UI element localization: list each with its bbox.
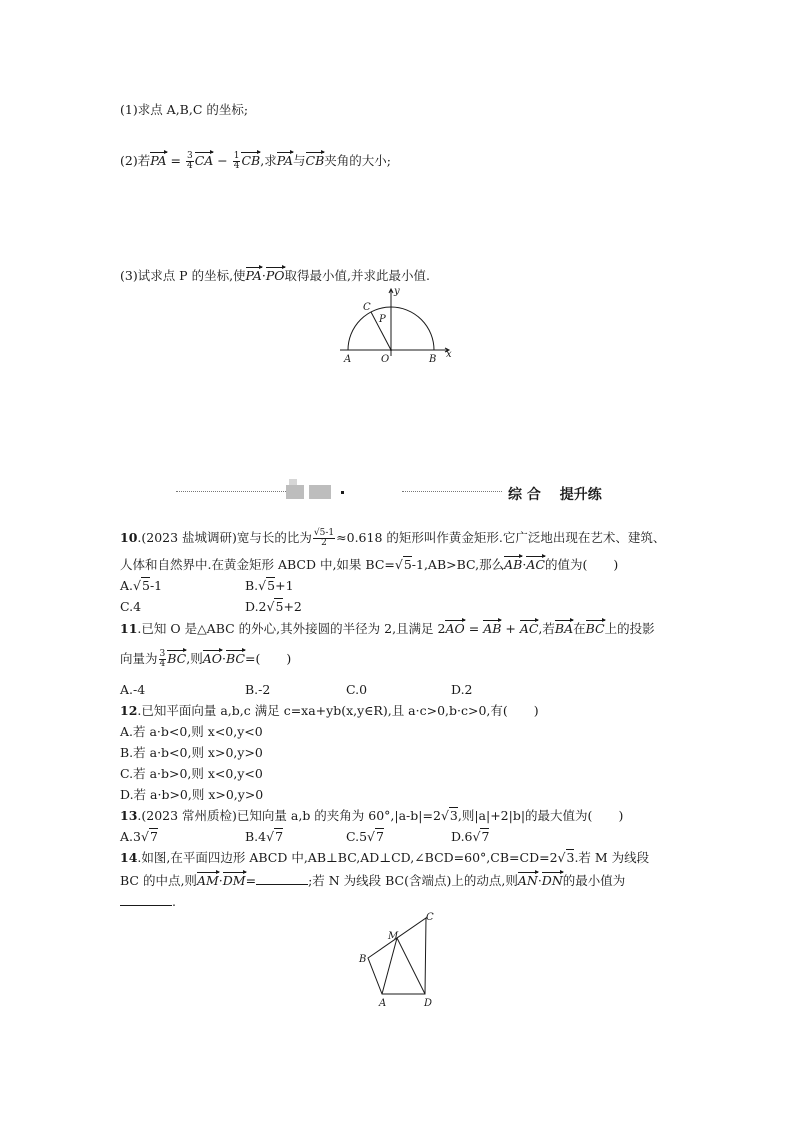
- quad-abcd: [368, 918, 426, 994]
- label-b: B: [429, 354, 437, 365]
- q10-line-1: 10.(2023 盐城调研)宽与长的比为 $\frac{√5-1}{2}$ ≈0.618 的矩形叫作黄金矩形.它广泛地出现在艺术、建筑、: [120, 528, 666, 548]
- q10-line-2: 人体和自然界中.在黄金矩形 ABCD 中,如果 BC=√5-1,AB>BC,那么AB·AC的值为( ): [120, 557, 619, 572]
- q10-option-d: D.2√5+2: [245, 599, 302, 614]
- q12-stem: 12.已知平面向量 a,b,c 满足 c=xa+yb(x,y∈R),且 a·c>0,b·c>0,有( ): [120, 703, 539, 718]
- label-c2: C: [426, 912, 434, 923]
- label-y: y: [394, 286, 400, 297]
- label-p: P: [379, 314, 386, 325]
- q11-option-b: B.-2: [245, 682, 271, 697]
- q10-option-b: B.√5+1: [245, 578, 294, 593]
- label-b2: B: [359, 954, 367, 965]
- q10-option-c: C.4: [120, 599, 142, 614]
- label-d: D: [424, 998, 433, 1009]
- section-dot: [341, 491, 344, 494]
- q11-option-d: D.2: [451, 682, 473, 697]
- label-c: C: [363, 302, 371, 313]
- q11-line-1: 11.已知 O 是△ABC 的外心,其外接圆的半径为 2,且满足 2AO = AB + AC,若BA在BC上的投影: [120, 621, 655, 636]
- q13-option-b: B.4√7: [245, 829, 284, 844]
- q12-option-c: C.若 a·b>0,则 x<0,y<0: [120, 766, 263, 781]
- question-part-2: (2)若PA = $\frac{3}{4}$ CA − $\frac{1}{4}$ CB,求PA与CB夹角的大小;: [120, 151, 391, 171]
- q12-option-b: B.若 a·b<0,则 x>0,y>0: [120, 745, 263, 760]
- label-a2: A: [379, 998, 387, 1009]
- semicircle-figure: [336, 284, 466, 368]
- q11-option-a: A.-4: [120, 682, 146, 697]
- question-part-1: (1)求点 A,B,C 的坐标;: [120, 102, 249, 117]
- section-title: 综 合 提升练: [508, 487, 602, 503]
- q11-line-2: 向量为 $\frac{3}{4}$ BC,则AO·BC=( ): [120, 649, 292, 669]
- section-block-2: [289, 479, 297, 485]
- q11-option-c: C.0: [346, 682, 368, 697]
- q13-stem: 13.(2023 常州质检)已知向量 a,b 的夹角为 60°,|a-b|=2√3,则|a|+2|b|的最大值为( ): [120, 808, 624, 823]
- quadrilateral-figure: [352, 910, 442, 1012]
- label-o: O: [381, 354, 390, 365]
- q13-option-d: D.6√7: [451, 829, 490, 844]
- label-x: x: [446, 349, 452, 360]
- q10-option-a: A.√5-1: [120, 578, 163, 593]
- divider-left: [176, 491, 286, 492]
- q14-line-2: BC 的中点,则AM·DM= ;若 N 为线段 BC(含端点)上的动点,则AN·DN的最小值为: [120, 873, 626, 888]
- q13-option-a: A.3√7: [120, 829, 158, 844]
- q14-line-3: .: [120, 893, 176, 910]
- question-part-3: (3)试求点 P 的坐标,使PA·PO取得最小值,并求此最小值.: [120, 268, 430, 283]
- label-a: A: [344, 354, 352, 365]
- q12-option-d: D.若 a·b>0,则 x>0,y>0: [120, 787, 264, 802]
- section-block-1: [286, 485, 304, 499]
- divider-right: [402, 491, 502, 492]
- q14-line-1: 14.如图,在平面四边形 ABCD 中,AB⊥BC,AD⊥CD,∠BCD=60°,CB=CD=2√3.若 M 为线段: [120, 850, 650, 865]
- label-m: M: [388, 931, 399, 942]
- answer-blank-2[interactable]: [120, 893, 172, 906]
- answer-blank-1[interactable]: [256, 872, 308, 885]
- segment-dm: [397, 938, 425, 994]
- q13-option-c: C.5√7: [346, 829, 384, 844]
- section-block-3: [309, 485, 331, 499]
- q12-option-a: A.若 a·b<0,则 x<0,y<0: [120, 724, 263, 739]
